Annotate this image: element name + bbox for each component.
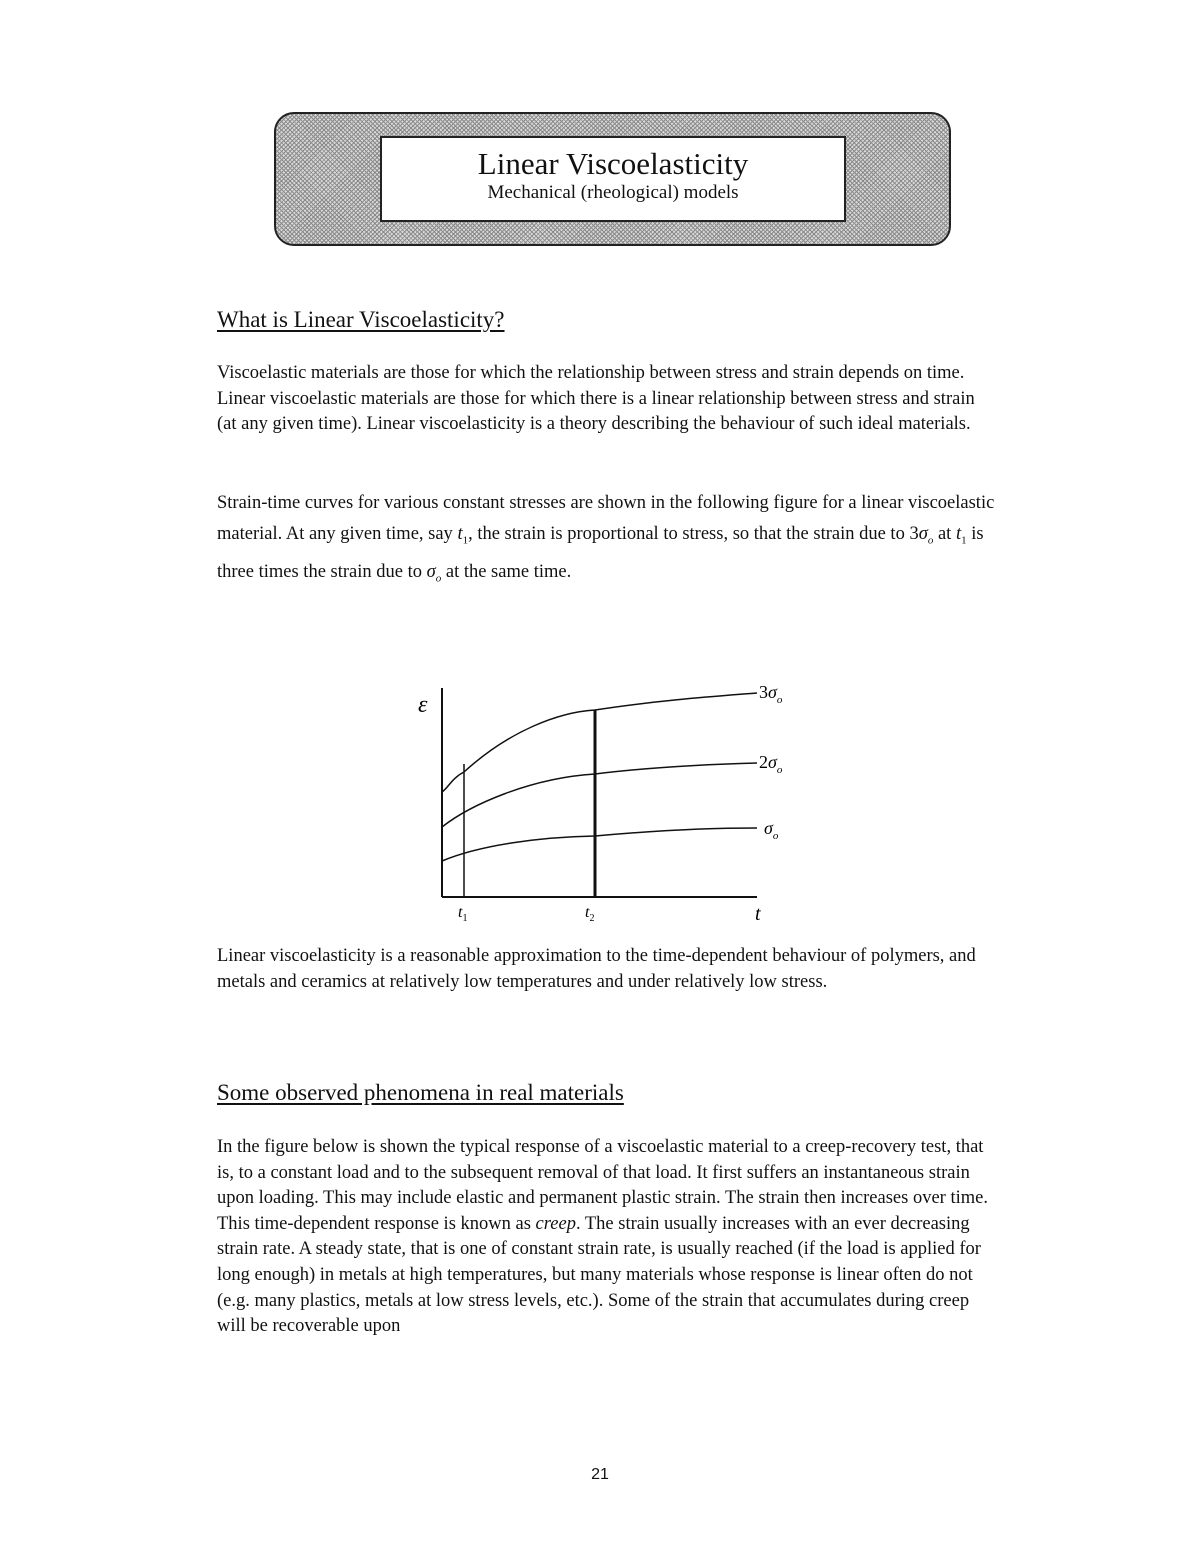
paragraph-approximation: Linear viscoelasticity is a reasonable approximation to the time-dependent behaviour of polymers, and metals and ceramics at relatively low temperatures and under relatively low stress. [217,946,976,992]
document-title: Linear Viscoelasticity [477,146,749,181]
series-label-3-sigma: $3\sigma_o$ [759,682,783,706]
x-axis-label: t [755,903,761,925]
series-label-2-sigma: $2\sigma_o$ [759,752,783,776]
title-banner [274,112,951,246]
tick-t1: $t_1$ [458,904,468,924]
paragraph-creep-recovery: In the figure below is shown the typical response of a viscoelastic material to a creep-recovery test, that is, to a constant load and to the subsequent removal of that load. It first suffers an instantaneous strain upon loading. This may include elastic and permanent plastic strain. The strain then increases over time. This time-dependent response is known as creep. The strain usually increases with an ever decreasing strain rate. A steady state, that is one of constant strain rate, is usually reached (if the load is applied for long enough) in metals at high temperatures, but many materials whose response is linear often do not (e.g. many plastics, metals at low stress levels, etc.). Some of the strain that accumulates during creep will be recoverable upon [217,1137,988,1337]
strain-time-chart [400,670,820,940]
curve-3-sigma [442,693,757,792]
curve-2-sigma [442,763,757,827]
series-label-1-sigma: $\sigma_o$ [764,818,779,842]
tick-t2: $t_2$ [585,904,595,924]
paragraph-strain-time: Strain-time curves for various constant stresses are shown in the following figure for a linear viscoelastic material. At any given time, say $t_1$, the strain is proportional to stress, so that the strain due to $3\sigma_o$ at $t_1$ is three times the strain due to $\sigma_o$ at the same time. [217,493,995,585]
curve-1-sigma [442,828,757,861]
creep-term: creep [535,1213,576,1234]
y-axis-label: ε [418,692,428,718]
document-subtitle: Mechanical (rheological) models [487,182,739,203]
title-box [380,136,846,222]
section-heading-what-is: What is Linear Viscoelasticity? [217,307,505,332]
page-number: 21 [591,1466,609,1483]
section-heading-phenomena: Some observed phenomena in real materials [217,1080,624,1105]
paragraph-definition: Viscoelastic materials are those for which the relationship between stress and strain depends on time. Linear viscoelastic materials are those for which there is a linear relationship between stress and strain (at any given time). Linear viscoelasticity is a theory describing the behaviour of such ideal materials. [217,363,975,435]
